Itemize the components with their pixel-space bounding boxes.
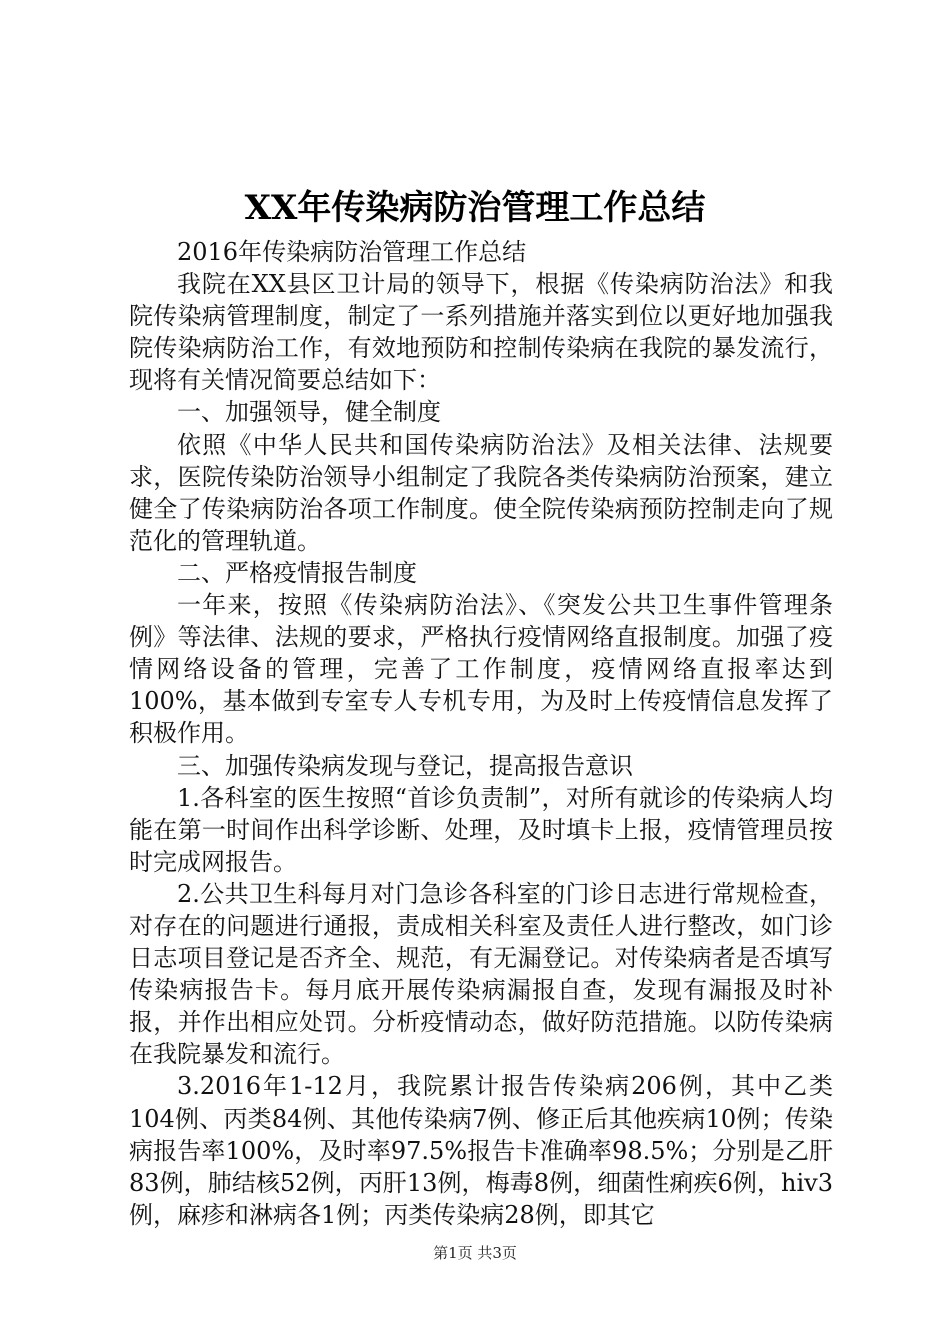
section-3-item-1: 1.各科室的医生按照“首诊负责制”，对所有就诊的传染病人均能在第一时间作出科学诊断、处理，及时填卡上报，疫情管理员按时完成网报告。 <box>129 783 833 876</box>
section-3-heading: 三、加强传染病发现与登记，提高报告意识 <box>177 751 633 780</box>
section-2-paragraph: 一年来，按照《传染病防治法》、《突发公共卫生事件管理条例》等法律、法规的要求，严格执行疫情网络直报制度。加强了疫情网络设备的管理，完善了工作制度，疫情网络直报率达到100%，基本做到专室专人专机专用，为及时上传疫情信息发挥了积极作用。 <box>129 591 833 748</box>
document-title: XX年传染病防治管理工作总结 <box>244 188 706 228</box>
section-2-heading: 二、严格疫情报告制度 <box>177 558 417 587</box>
section-1-paragraph: 依照《中华人民共和国传染病防治法》及相关法律、法规要求，医院传染防治领导小组制定了我院各类传染病防治预案，建立健全了传染病防治各项工作制度。使全院传染病预防控制走向了规范化的管理轨道。 <box>129 430 833 555</box>
section-3-item-3: 3.2016年1-12月，我院累计报告传染病206例，其中乙类104例、丙类84例、其他传染病7例、修正后其他疾病10例；传染病报告率100%，及时率97.5%报告卡准确率98.5%；分别是乙肝83例，肺结核52例，丙肝13例，梅毒8例，细菌性痢疾6例，hiv3例，麻疹和淋病各1例；丙类传染病28例，即其它 <box>129 1072 833 1229</box>
section-3-item-2: 2.公共卫生科每月对门急诊各科室的门诊日志进行常规检查，对存在的问题进行通报，责成相关科室及责任人进行整改，如门诊日志项目登记是否齐全、规范，有无漏登记。对传染病者是否填写传染病报告卡。每月底开展传染病漏报自查，发现有漏报及时补报，并作出相应处罚。分析疫情动态，做好防范措施。以防传染病在我院暴发和流行。 <box>129 879 833 1069</box>
document-subtitle: 2016年传染病防治管理工作总结 <box>177 238 527 266</box>
intro-paragraph: 我院在XX县区卫计局的领导下，根据《传染病防治法》和我院传染病管理制度，制定了一系列措施并落实到位以更好地加强我院传染病防治工作，有效地预防和控制传染病在我院的暴发流行，现将有关情况简要总结如下： <box>129 270 833 395</box>
section-1-heading: 一、加强领导，健全制度 <box>177 398 441 427</box>
document-body <box>129 236 833 1231</box>
page-number-footer: 第1页 共3页 <box>433 1244 517 1262</box>
